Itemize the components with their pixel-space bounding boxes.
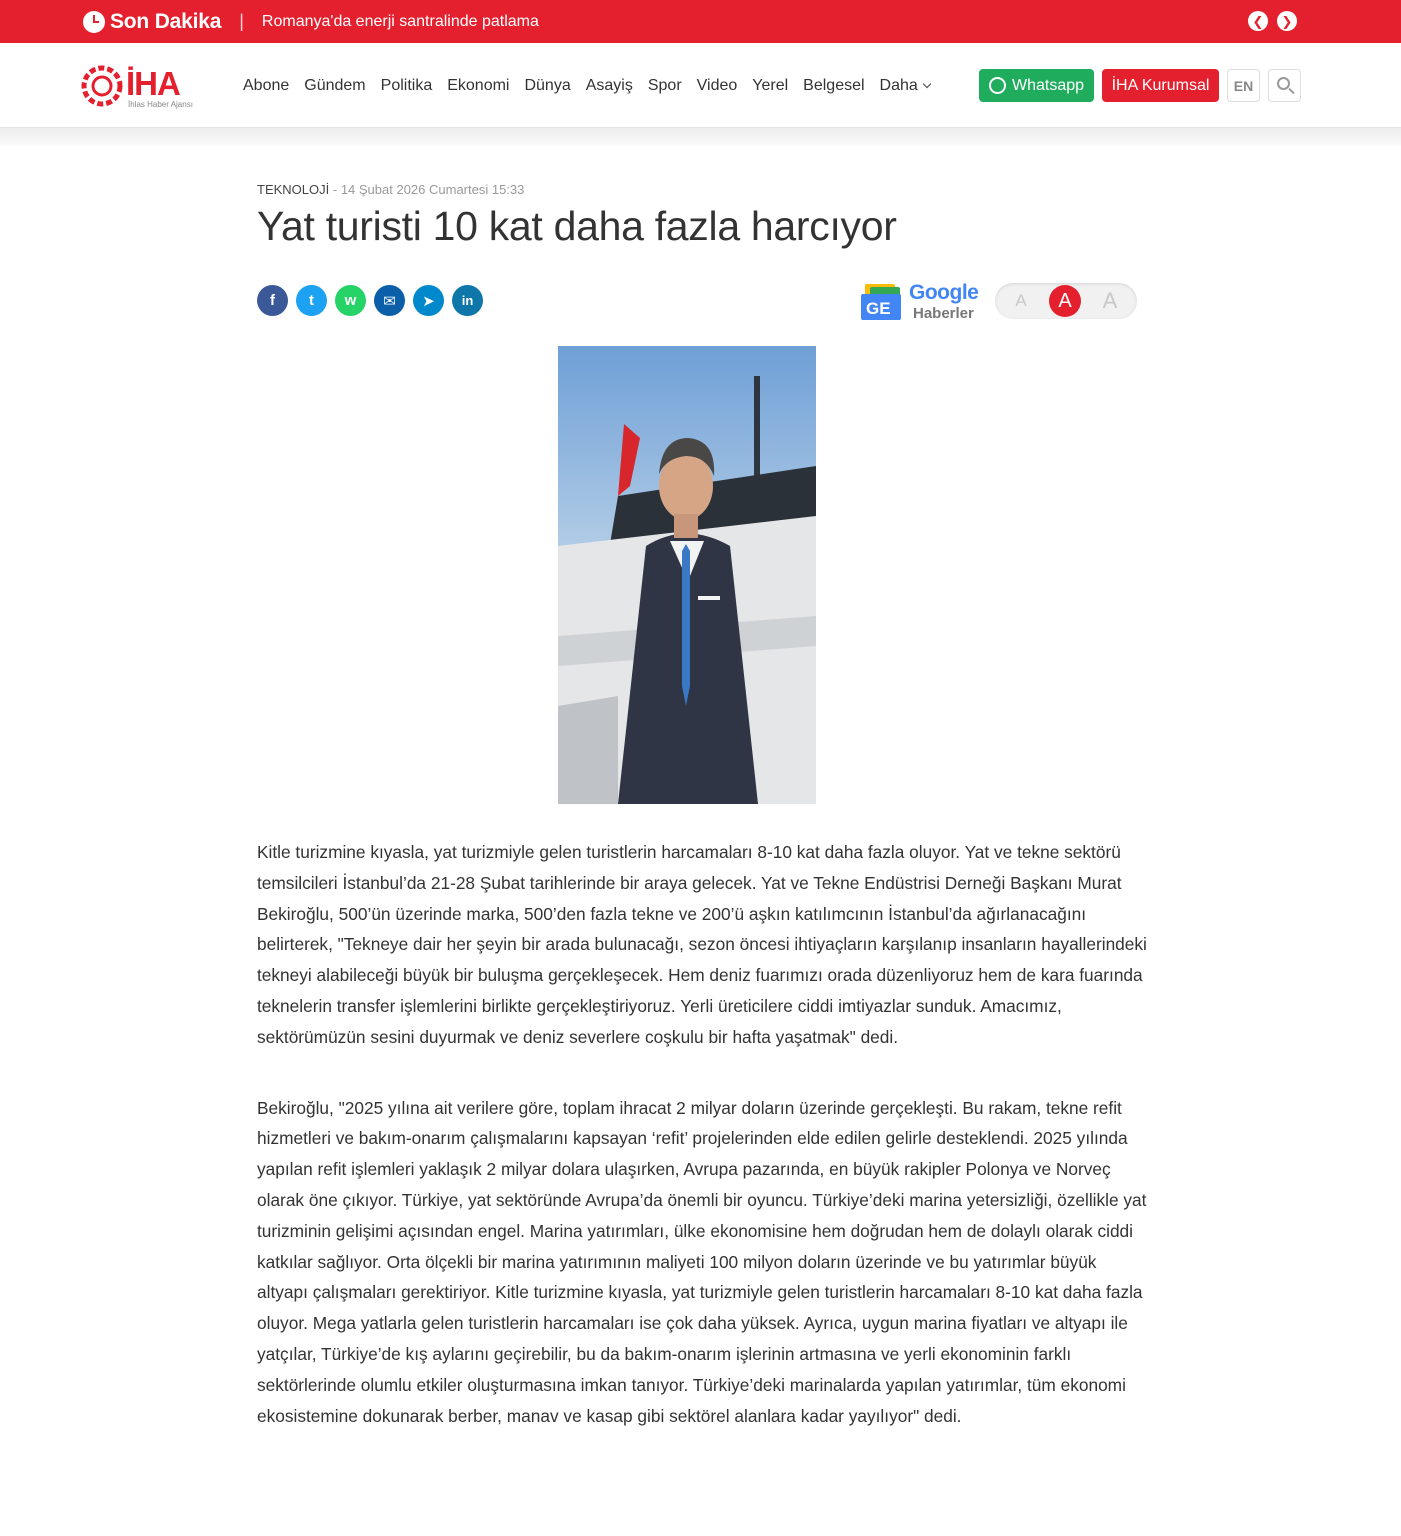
iha-kurumsal-button[interactable]: İHA Kurumsal	[1102, 69, 1219, 102]
nav-item-belgesel[interactable]: Belgesel	[803, 76, 865, 94]
iha-logo[interactable]	[79, 61, 209, 111]
article-body	[257, 837, 1147, 1471]
main-nav	[243, 43, 930, 128]
nav-item-dunya[interactable]: Dünya	[524, 76, 571, 94]
chevron-down-icon	[923, 79, 931, 87]
nav-item-politika[interactable]: Politika	[380, 76, 433, 94]
site-header	[0, 43, 1401, 128]
article-paragraph: Kitle turizmine kıyasla, yat turizmiyle gelen turistlerin harcamaları 8-10 kat daha fazla oluyor. Yat ve tekne sektörü temsilcileri İstanbul’da 21-28 Şubat tarihlerinde bir araya gelecek. Yat ve Tekne Endüstrisi Derneği Başkanı Murat Bekiroğlu, 500’ün üzerinde marka, 500’den fazla tekne ve 200’ü aşkın katılımcının İstanbul’da ağırlanacağını belirterek, "Tekneye dair her şeyin bir arada bulunacağı, sezon öncesi ihtiyaçların karşılanıp insanların hayallerindeki tekneyi alabileceği büyük bir buluşma gerçekleşecek. Hem deniz fuarımızı orada düzenliyoruz hem de kara fuarında teknelerin transfer işlemlerini birlikte gerçekleştiriyoruz. Yerli üreticilere ciddi imtiyazlar sunduk. Amacımız, sektörümüzün sesini duyurmak ve deniz severlere coşkulu bir hafta yaşatmak" dedi.	[257, 842, 1147, 1047]
nav-item-gundem[interactable]: Gündem	[304, 76, 366, 94]
font-size-medium-button[interactable]: A	[1049, 285, 1081, 317]
article-date: - 14 Şubat 2026 Cumartesi 15:33	[332, 182, 525, 197]
article-photo-illustration	[558, 346, 816, 804]
breaking-separator: |	[239, 11, 244, 31]
font-size-switch	[995, 283, 1137, 319]
whatsapp-share-icon[interactable]: w	[335, 285, 366, 316]
logo-subtitle: İhlas Haber Ajansı	[128, 100, 193, 109]
article-meta	[257, 182, 524, 197]
nav-item-asayis[interactable]: Asayiş	[585, 76, 633, 94]
logo-mark-icon	[79, 63, 125, 109]
chevron-right-icon[interactable]: ❯	[1277, 11, 1297, 31]
google-news-sub: Haberler	[913, 305, 974, 322]
breaking-label[interactable]: Son Dakika	[110, 9, 222, 33]
nav-item-daha[interactable]	[880, 77, 930, 95]
nav-item-abone[interactable]: Abone	[243, 76, 290, 94]
clock-icon	[83, 11, 105, 33]
linkedin-share-icon[interactable]: in	[452, 285, 483, 316]
article-paragraph: Bekiroğlu, "2025 yılına ait verilere göre, toplam ihracat 2 milyar doların üzerinde gerçekleşti. Bu rakam, tekne refit hizmetleri ve bakım-onarım çalışmalarını kapsayan ‘refit’ projelerinden elde edilen gelirle desteklendi. 2025 yılında yapılan refit işlemleri yaklaşık 2 milyar dolara ulaşırken, Avrupa pazarında, en büyük rakipler Polonya ve Norveç olarak öne çıkıyor. Türkiye, yat sektöründe Avrupa’da önemli bir oyuncu. Türkiye’deki marina yetersizliği, özellikle yat turizminin gelişimi açısından engel. Marina yatırımları, ülke ekonomisine hem doğrudan hem de dolaylı olarak ciddi katkılar sağlıyor. Orta ölçekli bir marina yatırımının maliyeti 100 milyon doların üzerinde ve bu yatırımlar büyük altyapı çalışmaları gerektiriyor. Kitle turizmine kıyasla, yat turizmiyle gelen turistlerin harcamaları 8-10 kat daha fazla oluyor. Mega yatlarla gelen turistlerin harcamaları ise çok daha yüksek. Ayrıca, uygun marina fiyatları ve altyapı ile yatçılar, Türkiye’de kış aylarını geçirebilir, bu da bakım-onarım işlerinin artmasına ve yerli ekonominin farklı sektörlerinde olumlu etkiler oluşturmasına imkan tanıyor. Türkiye’deki marinalarda yapılan yatırımlar, tüm ekonomi ekosistemine dokunarak berber, manav ve kasap gibi sektörel alanlara kadar yayılıyor" dedi.	[257, 1097, 1147, 1426]
google-news-badge: GE	[866, 299, 891, 318]
mail-share-icon[interactable]: ✉	[374, 285, 405, 316]
whatsapp-label: Whatsapp	[1011, 76, 1085, 94]
breaking-headline[interactable]: Romanya'da enerji santralinde patlama	[261, 12, 539, 30]
nav-item-ekonomi[interactable]: Ekonomi	[447, 76, 510, 94]
google-news-button[interactable]	[861, 280, 986, 322]
nav-item-daha-label: Daha	[879, 76, 918, 94]
nav-item-video[interactable]: Video	[696, 76, 738, 94]
google-news-brand: Google	[909, 281, 979, 304]
nav-item-spor[interactable]: Spor	[647, 76, 682, 94]
article-title: Yat turisti 10 kat daha fazla harcıyor	[257, 203, 897, 249]
twitter-share-icon[interactable]: t	[296, 285, 327, 316]
logo-text: İHA	[126, 65, 180, 102]
share-buttons	[257, 285, 483, 316]
header-shadow	[0, 128, 1401, 146]
article-category[interactable]: TEKNOLOJİ	[257, 182, 330, 197]
breaking-news-bar	[0, 0, 1401, 43]
font-size-small-button[interactable]: A	[1015, 291, 1027, 310]
whatsapp-button[interactable]	[979, 69, 1094, 102]
article-photo	[558, 346, 816, 804]
search-icon-handle	[1288, 88, 1294, 94]
font-size-large-button[interactable]: A	[1102, 288, 1118, 313]
telegram-share-icon[interactable]: ➤	[413, 285, 444, 316]
whatsapp-icon	[989, 77, 1006, 94]
google-news-icon	[861, 284, 903, 320]
chevron-left-icon[interactable]: ❮	[1248, 11, 1268, 31]
facebook-share-icon[interactable]: f	[257, 285, 288, 316]
search-button[interactable]	[1268, 69, 1301, 102]
language-button[interactable]: EN	[1227, 69, 1260, 102]
nav-item-yerel[interactable]: Yerel	[752, 76, 789, 94]
